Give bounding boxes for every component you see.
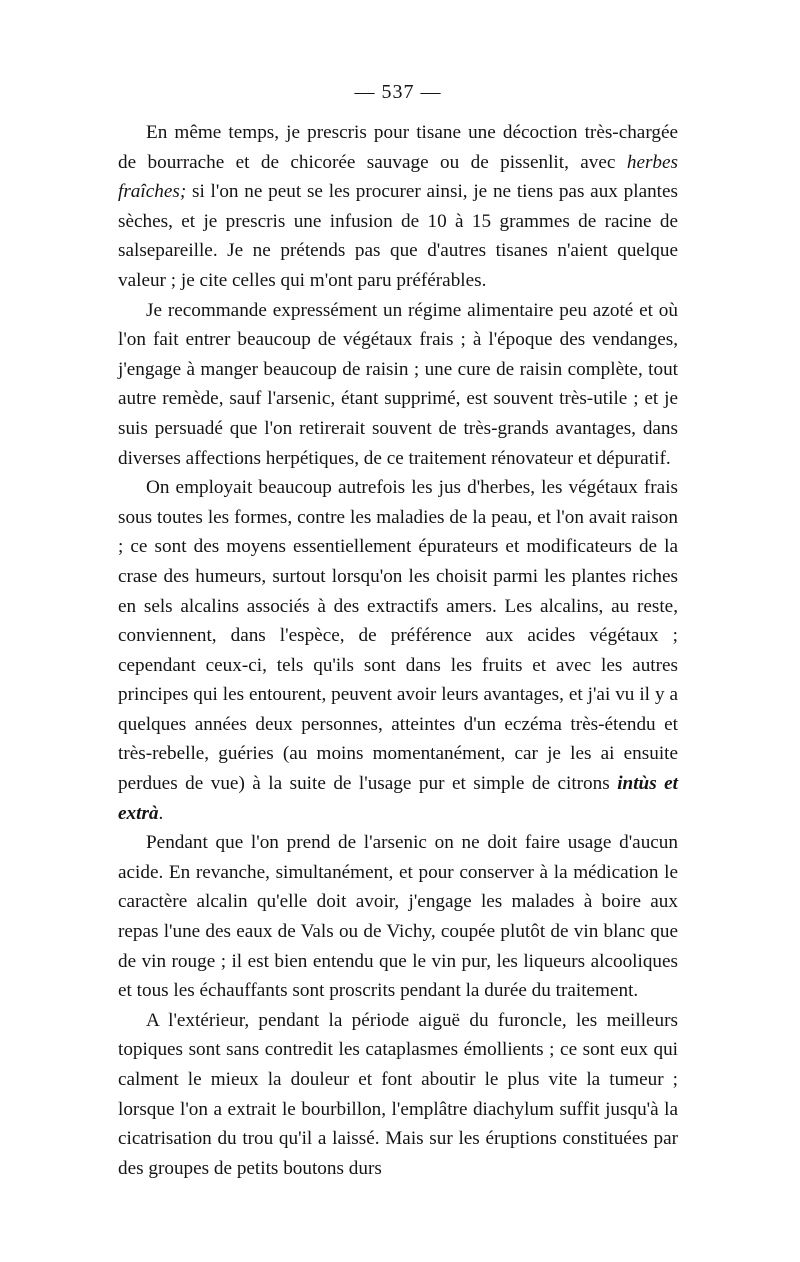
paragraph-regime — [118, 296, 678, 474]
paragraph-text: Pendant que l'on prend de l'arsenic on ne doit faire usage d'aucun acide. En revanche, simultanément, et pour conserver à la médication le caractère alcalin qu'elle doit avoir, j'engage les malades à boire aux repas l'une des eaux de Vals ou de Vichy, coupée plutôt de vin blanc que de vin rouge ; il est bien entendu que le vin pur, les liqueurs alcooliques et tous les échauffants sont proscrits pendant la durée du traitement. — [118, 832, 678, 1002]
paragraph-arsenic — [118, 828, 678, 1006]
paragraph-text: si l'on ne peut se les procurer ainsi, je ne tiens pas aux plantes sèches, et je prescris une infusion de 10 à 15 grammes de racine de salsepareille. Je ne prétends pas que d'autres tisanes n'aient quelque valeur ; je cite celles qui m'ont paru préférables. — [118, 181, 678, 291]
page-number: — 537 — — [354, 81, 442, 103]
paragraph-text: Je recommande expressément un régime alimentaire peu azoté et où l'on fait entrer beaucoup de végétaux frais ; à l'époque des vendanges, j'engage à manger beaucoup de raisin ; une cure de raisin complète, tout autre remède, sauf l'arsenic, étant supprimé, est souvent très-utile ; et je suis persuadé que l'on retirerait souvent de très-grands avantages, dans diverses affections herpétiques, de ce traitement rénovateur et dépuratif. — [118, 299, 678, 469]
paragraph-text: A l'extérieur, pendant la période aiguë du furoncle, les meilleurs topiques sont sans contredit les cataplasmes émollients ; ce sont eux qui calment le mieux la douleur et font aboutir le plus vite la tumeur ; lorsque l'on a extrait le bourbillon, l'emplâtre diachylum suffit jusqu'à la cicatrisation du trou qu'il a laissé. Mais sur les éruptions constituées par des groupes de petits boutons durs — [118, 1009, 678, 1179]
paragraph-text: On employait beaucoup autrefois les jus d'herbes, les végétaux frais sous toutes les formes, contre les maladies de la peau, et l'on avait raison ; ce sont des moyens essentiellement épurateurs et modificateurs de la crase des humeurs, surtout lorsqu'on les choisit parmi les plantes riches en sels alcalins associés à des extractifs amers. Les alcalins, au reste, conviennent, dans l'espèce, de préférence aux acides végétaux ; cependant ceux-ci, tels qu'ils sont dans les fruits et avec les autres principes qui les entourent, peuvent avoir leurs avantages, et j'ai vu il y a quelques années deux personnes, atteintes d'un eczéma très-étendu et très-rebelle, guéries (au moins momentanément, car je les ai ensuite perdues de vue) à la suite de l'usage pur et simple de citrons — [118, 477, 678, 795]
paragraph-jus-herbes — [118, 473, 678, 828]
paragraph-text: En même temps, je prescris pour tisane une décoction très-chargée de bourrache et de chicorée sauvage ou de pissenlit, avec — [118, 122, 678, 173]
paragraph-tisane — [118, 118, 678, 296]
italic-phrase: intùs et extrà — [118, 773, 678, 824]
paragraph-exterieur — [118, 1006, 678, 1184]
paragraph-text: . — [158, 802, 164, 824]
book-page — [118, 80, 678, 1183]
italic-phrase: herbes fraîches; — [118, 151, 678, 203]
